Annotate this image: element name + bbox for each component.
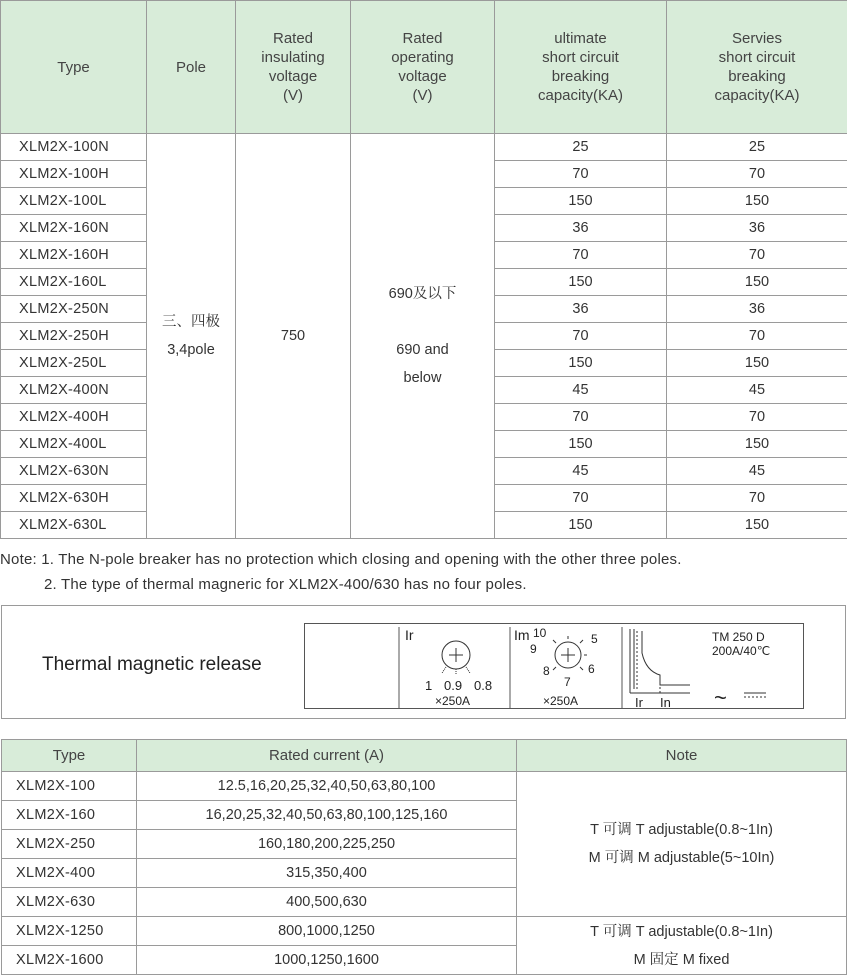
type-cell: XLM2X-250 bbox=[2, 830, 137, 859]
service-cell: 25 bbox=[667, 134, 847, 161]
ultimate-cell: 25 bbox=[495, 134, 667, 161]
type-cell: XLM2X-250H bbox=[1, 323, 147, 350]
model-line-2: 200A/40℃ bbox=[712, 644, 770, 658]
service-cell: 45 bbox=[667, 458, 847, 485]
im-label: Im bbox=[514, 627, 530, 643]
service-cell: 150 bbox=[667, 188, 847, 215]
ultimate-cell: 70 bbox=[495, 323, 667, 350]
type-cell: XLM2X-400N bbox=[1, 377, 147, 404]
pole-cn: 三、四极 bbox=[147, 308, 235, 336]
current-cell: 400,500,630 bbox=[137, 888, 517, 917]
type-cell: XLM2X-100N bbox=[1, 134, 147, 161]
type-cell: XLM2X-630N bbox=[1, 458, 147, 485]
operating-en-2: below bbox=[351, 364, 494, 392]
header-type: Type bbox=[2, 740, 137, 772]
type-cell: XLM2X-630H bbox=[1, 485, 147, 512]
dc-symbol-icon bbox=[744, 693, 766, 697]
type-cell: XLM2X-250N bbox=[1, 296, 147, 323]
curve-in-label: In bbox=[660, 695, 671, 709]
header-operating-voltage: Rated operating voltage (V) bbox=[351, 1, 495, 134]
service-cell: 150 bbox=[667, 350, 847, 377]
service-cell: 70 bbox=[667, 404, 847, 431]
insulating-voltage-cell: 750 bbox=[236, 134, 351, 539]
model-line-1: TM 250 D bbox=[712, 630, 765, 644]
thermal-release-panel bbox=[1, 605, 846, 719]
ir-dial-icon bbox=[442, 641, 470, 674]
ultimate-cell: 45 bbox=[495, 458, 667, 485]
service-cell: 45 bbox=[667, 377, 847, 404]
current-cell: 16,20,25,32,40,50,63,80,100,125,160 bbox=[137, 801, 517, 830]
header-ultimate-capacity: ultimate short circuit breaking capacity(KA) bbox=[495, 1, 667, 134]
rated-current-table bbox=[1, 739, 847, 975]
im-scale-5: 5 bbox=[591, 632, 598, 646]
im-unit: ×250A bbox=[543, 694, 578, 708]
type-cell: XLM2X-160H bbox=[1, 242, 147, 269]
ir-label: Ir bbox=[405, 627, 414, 643]
note-group-1 bbox=[517, 772, 847, 917]
operating-cn: 690及以下 bbox=[351, 280, 494, 308]
header-rated-current: Rated current (A) bbox=[137, 740, 517, 772]
ultimate-cell: 36 bbox=[495, 215, 667, 242]
current-cell: 12.5,16,20,25,32,40,50,63,80,100 bbox=[137, 772, 517, 801]
ultimate-cell: 70 bbox=[495, 242, 667, 269]
im-scale-6: 6 bbox=[588, 662, 595, 676]
pole-en: 3,4pole bbox=[147, 336, 235, 364]
thermal-release-title: Thermal magnetic release bbox=[42, 654, 262, 676]
type-cell: XLM2X-160N bbox=[1, 215, 147, 242]
table-row bbox=[1, 134, 847, 161]
service-cell: 150 bbox=[667, 269, 847, 296]
ultimate-cell: 70 bbox=[495, 404, 667, 431]
type-cell: XLM2X-400L bbox=[1, 431, 147, 458]
current-cell: 1000,1250,1600 bbox=[137, 946, 517, 975]
note-line-2: 2. The type of thermal magneric for XLM2X-400/630 has no four poles. bbox=[44, 576, 527, 593]
trip-curve-icon bbox=[630, 629, 690, 693]
ir-scale-08: 0.8 bbox=[474, 678, 492, 693]
type-cell: XLM2X-100H bbox=[1, 161, 147, 188]
type-cell: XLM2X-400H bbox=[1, 404, 147, 431]
ultimate-cell: 70 bbox=[495, 485, 667, 512]
thermal-release-diagram bbox=[304, 623, 804, 709]
current-cell: 800,1000,1250 bbox=[137, 917, 517, 946]
header-service-capacity: Servies short circuit breaking capacity(KA) bbox=[667, 1, 847, 134]
ultimate-cell: 70 bbox=[495, 161, 667, 188]
current-header-row bbox=[2, 740, 847, 772]
im-scale-10: 10 bbox=[533, 626, 547, 640]
type-cell: XLM2X-1600 bbox=[2, 946, 137, 975]
ultimate-cell: 150 bbox=[495, 269, 667, 296]
type-cell: XLM2X-630 bbox=[2, 888, 137, 917]
service-cell: 150 bbox=[667, 431, 847, 458]
type-cell: XLM2X-160L bbox=[1, 269, 147, 296]
ultimate-cell: 150 bbox=[495, 512, 667, 539]
service-cell: 70 bbox=[667, 242, 847, 269]
type-cell: XLM2X-160 bbox=[2, 801, 137, 830]
ultimate-cell: 150 bbox=[495, 350, 667, 377]
operating-en-1: 690 and bbox=[351, 336, 494, 364]
table-row bbox=[2, 917, 847, 946]
ac-symbol-icon: ~ bbox=[714, 685, 727, 709]
pole-cell bbox=[147, 134, 236, 539]
note-group-2 bbox=[517, 917, 847, 975]
type-cell: XLM2X-630L bbox=[1, 512, 147, 539]
note-group-1-line-2: M 可调 M adjustable(5~10In) bbox=[517, 844, 846, 872]
curve-ir-label: Ir bbox=[635, 695, 644, 709]
current-cell: 160,180,200,225,250 bbox=[137, 830, 517, 859]
type-cell: XLM2X-1250 bbox=[2, 917, 137, 946]
ultimate-cell: 36 bbox=[495, 296, 667, 323]
im-scale-8: 8 bbox=[543, 664, 550, 678]
type-cell: XLM2X-400 bbox=[2, 859, 137, 888]
operating-voltage-cell bbox=[351, 134, 495, 539]
ir-scale-1: 1 bbox=[425, 678, 432, 693]
note-line-1: Note: 1. The N-pole breaker has no protection which closing and opening with the other three poles. bbox=[0, 551, 682, 568]
header-type: Type bbox=[1, 1, 147, 134]
service-cell: 70 bbox=[667, 323, 847, 350]
service-cell: 36 bbox=[667, 215, 847, 242]
ultimate-cell: 45 bbox=[495, 377, 667, 404]
current-cell: 315,350,400 bbox=[137, 859, 517, 888]
header-insulating-voltage: Rated insulating voltage (V) bbox=[236, 1, 351, 134]
service-cell: 150 bbox=[667, 512, 847, 539]
ir-scale-09: 0.9 bbox=[444, 678, 462, 693]
im-scale-7: 7 bbox=[564, 675, 571, 689]
header-note: Note bbox=[517, 740, 847, 772]
spec-header-row bbox=[1, 1, 847, 134]
service-cell: 70 bbox=[667, 485, 847, 512]
im-dial-icon bbox=[553, 636, 587, 670]
ir-unit: ×250A bbox=[435, 694, 470, 708]
note-group-2-line-1: T 可调 T adjustable(0.8~1In) bbox=[517, 918, 846, 946]
ultimate-cell: 150 bbox=[495, 188, 667, 215]
im-scale-9: 9 bbox=[530, 642, 537, 656]
note-group-1-line-1: T 可调 T adjustable(0.8~1In) bbox=[517, 816, 846, 844]
note-group-2-line-2: M 固定 M fixed bbox=[517, 946, 846, 974]
ultimate-cell: 150 bbox=[495, 431, 667, 458]
type-cell: XLM2X-250L bbox=[1, 350, 147, 377]
service-cell: 70 bbox=[667, 161, 847, 188]
header-pole: Pole bbox=[147, 1, 236, 134]
type-cell: XLM2X-100 bbox=[2, 772, 137, 801]
table-row bbox=[2, 772, 847, 801]
type-cell: XLM2X-100L bbox=[1, 188, 147, 215]
service-cell: 36 bbox=[667, 296, 847, 323]
